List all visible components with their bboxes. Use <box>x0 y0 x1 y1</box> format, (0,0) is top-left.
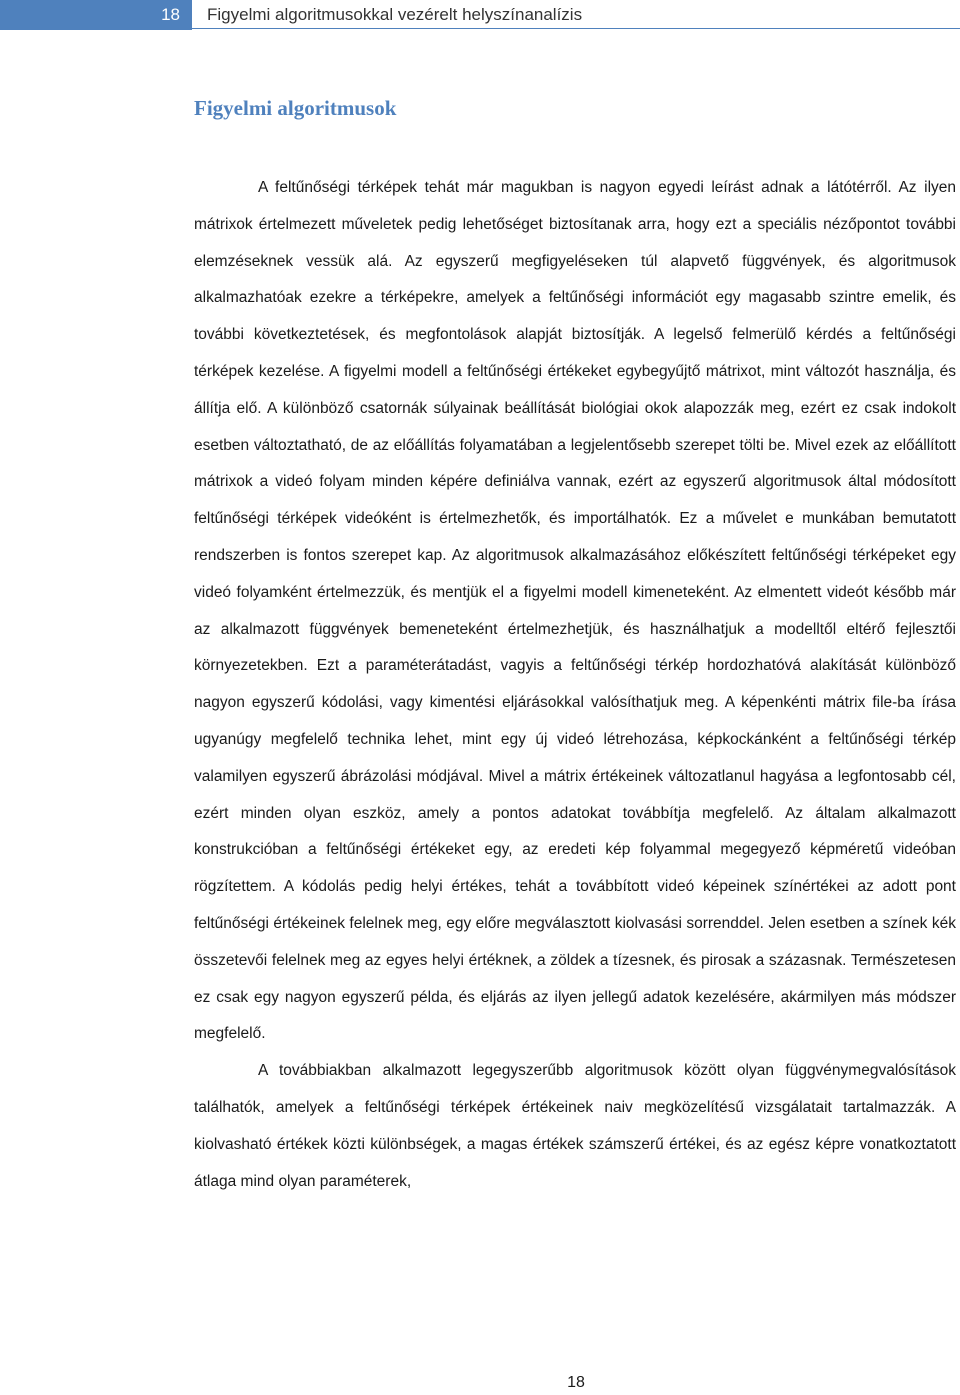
section-heading: Figyelmi algoritmusok <box>194 96 397 120</box>
body-text <box>194 170 956 1200</box>
header-divider <box>192 28 960 29</box>
footer-page-number: 18 <box>567 1374 585 1391</box>
running-title: Figyelmi algoritmusokkal vezérelt helyszínanalízis <box>207 5 583 24</box>
paragraph-1: A feltűnőségi térképek tehát már magukban is nagyon egyedi leírást adnak a látótérről. Az ilyen mátrixok értelmezett műveletek pedig lehetőséget biztosítanak arra, hogy ezt a speciális nézőpontot további elemzéseknek vessük alá. Az egyszerű megfigyeléseken túl alapvető függvények, és algoritmusok alkalmazhatóak ezekre a térképekre, amelyek a feltűnőségi információt egy magasabb szintre emelik, és további következtetések, és megfontolások alapját biztosítják. A legelső felmerülő kérdés a feltűnőségi térképek kezelése. A figyelmi modell a feltűnőségi értékeket egybegyűjtő mátrixot, mint változót használja, és állítja elő. A különböző csatornák súlyainak beállítását biológiai okok alapozzák meg, ezért ez csak indokolt esetben változtatható, de az előállítás folyamatában a legjelentősebb szerepet tölti be. Mivel ezek az előállított mátrixok a videó folyam minden képére definiálva vannak, ezért az egyszerű algoritmusok által módosított feltűnőségi térképek videóként is értelmezhetők, és importálhatók. Ez a művelet e munkában bemutatott rendszerben is fontos szerepet kap. Az algoritmusok alkalmazásához előkészített feltűnőségi térképeket egy videó folyamként értelmezzük, és mentjük el a figyelmi modell kimeneteként. Az elmentett videót később már az alkalmazott függvények bemeneteként értelmezhetjük, és használhatjuk a modelltől eltérő fejlesztői környezetekben. Ezt a paraméterátadást, vagyis a feltűnőségi térkép hordozhatóvá alakítását különböző nagyon egyszerű kódolási, vagy kimentési eljárásokkal valósíthatjuk meg. A képenkénti mátrix file-ba írása ugyanúgy megfelelő technika lehet, mint egy új videó létrehozása, képkockánként a feltűnőségi térkép valamilyen egyszerű ábrázolási módjával. Mivel a mátrix értékeinek változatlanul hagyása a legfontosabb cél, ezért minden olyan eszköz, amely a pontos adatokat továbbítja megfelelő. Az általam alkalmazott konstrukcióban a feltűnőségi értékeket egy, az eredeti kép folyammal megegyező képméretű videóban rögzítettem. A kódolás pedig helyi értékes, tehát a továbbított videó képeinek színértékei az adott pont feltűnőségi értékeinek felelnek meg, egy előre megválasztott kiolvasási sorrenddel. Jelen esetben a színek kék összetevői felelnek meg az egyes helyi értéknek, a zöldek a tízesnek, és pirosak a százasnak. Természetesen ez csak egy nagyon egyszerű példa, és eljárás az ilyen jellegű adatok kezelésére, akármilyen más módszer megfelelő. <box>194 179 956 1043</box>
header-page-number: 18 <box>0 0 192 30</box>
page-header <box>0 0 960 30</box>
paragraph-2: A továbbiakban alkalmazott legegyszerűbb algoritmusok között olyan függvénymegvalósítások találhatók, amelyek a feltűnőségi térképek értékeinek naiv megközelítésű vizsgálatait tartalmazzák. A kiolvasható értékek közti különbségek, a magas értékek számszerű értékei, és az egész képre vonatkoztatott átlaga mind olyan paraméterek, <box>194 1062 956 1190</box>
